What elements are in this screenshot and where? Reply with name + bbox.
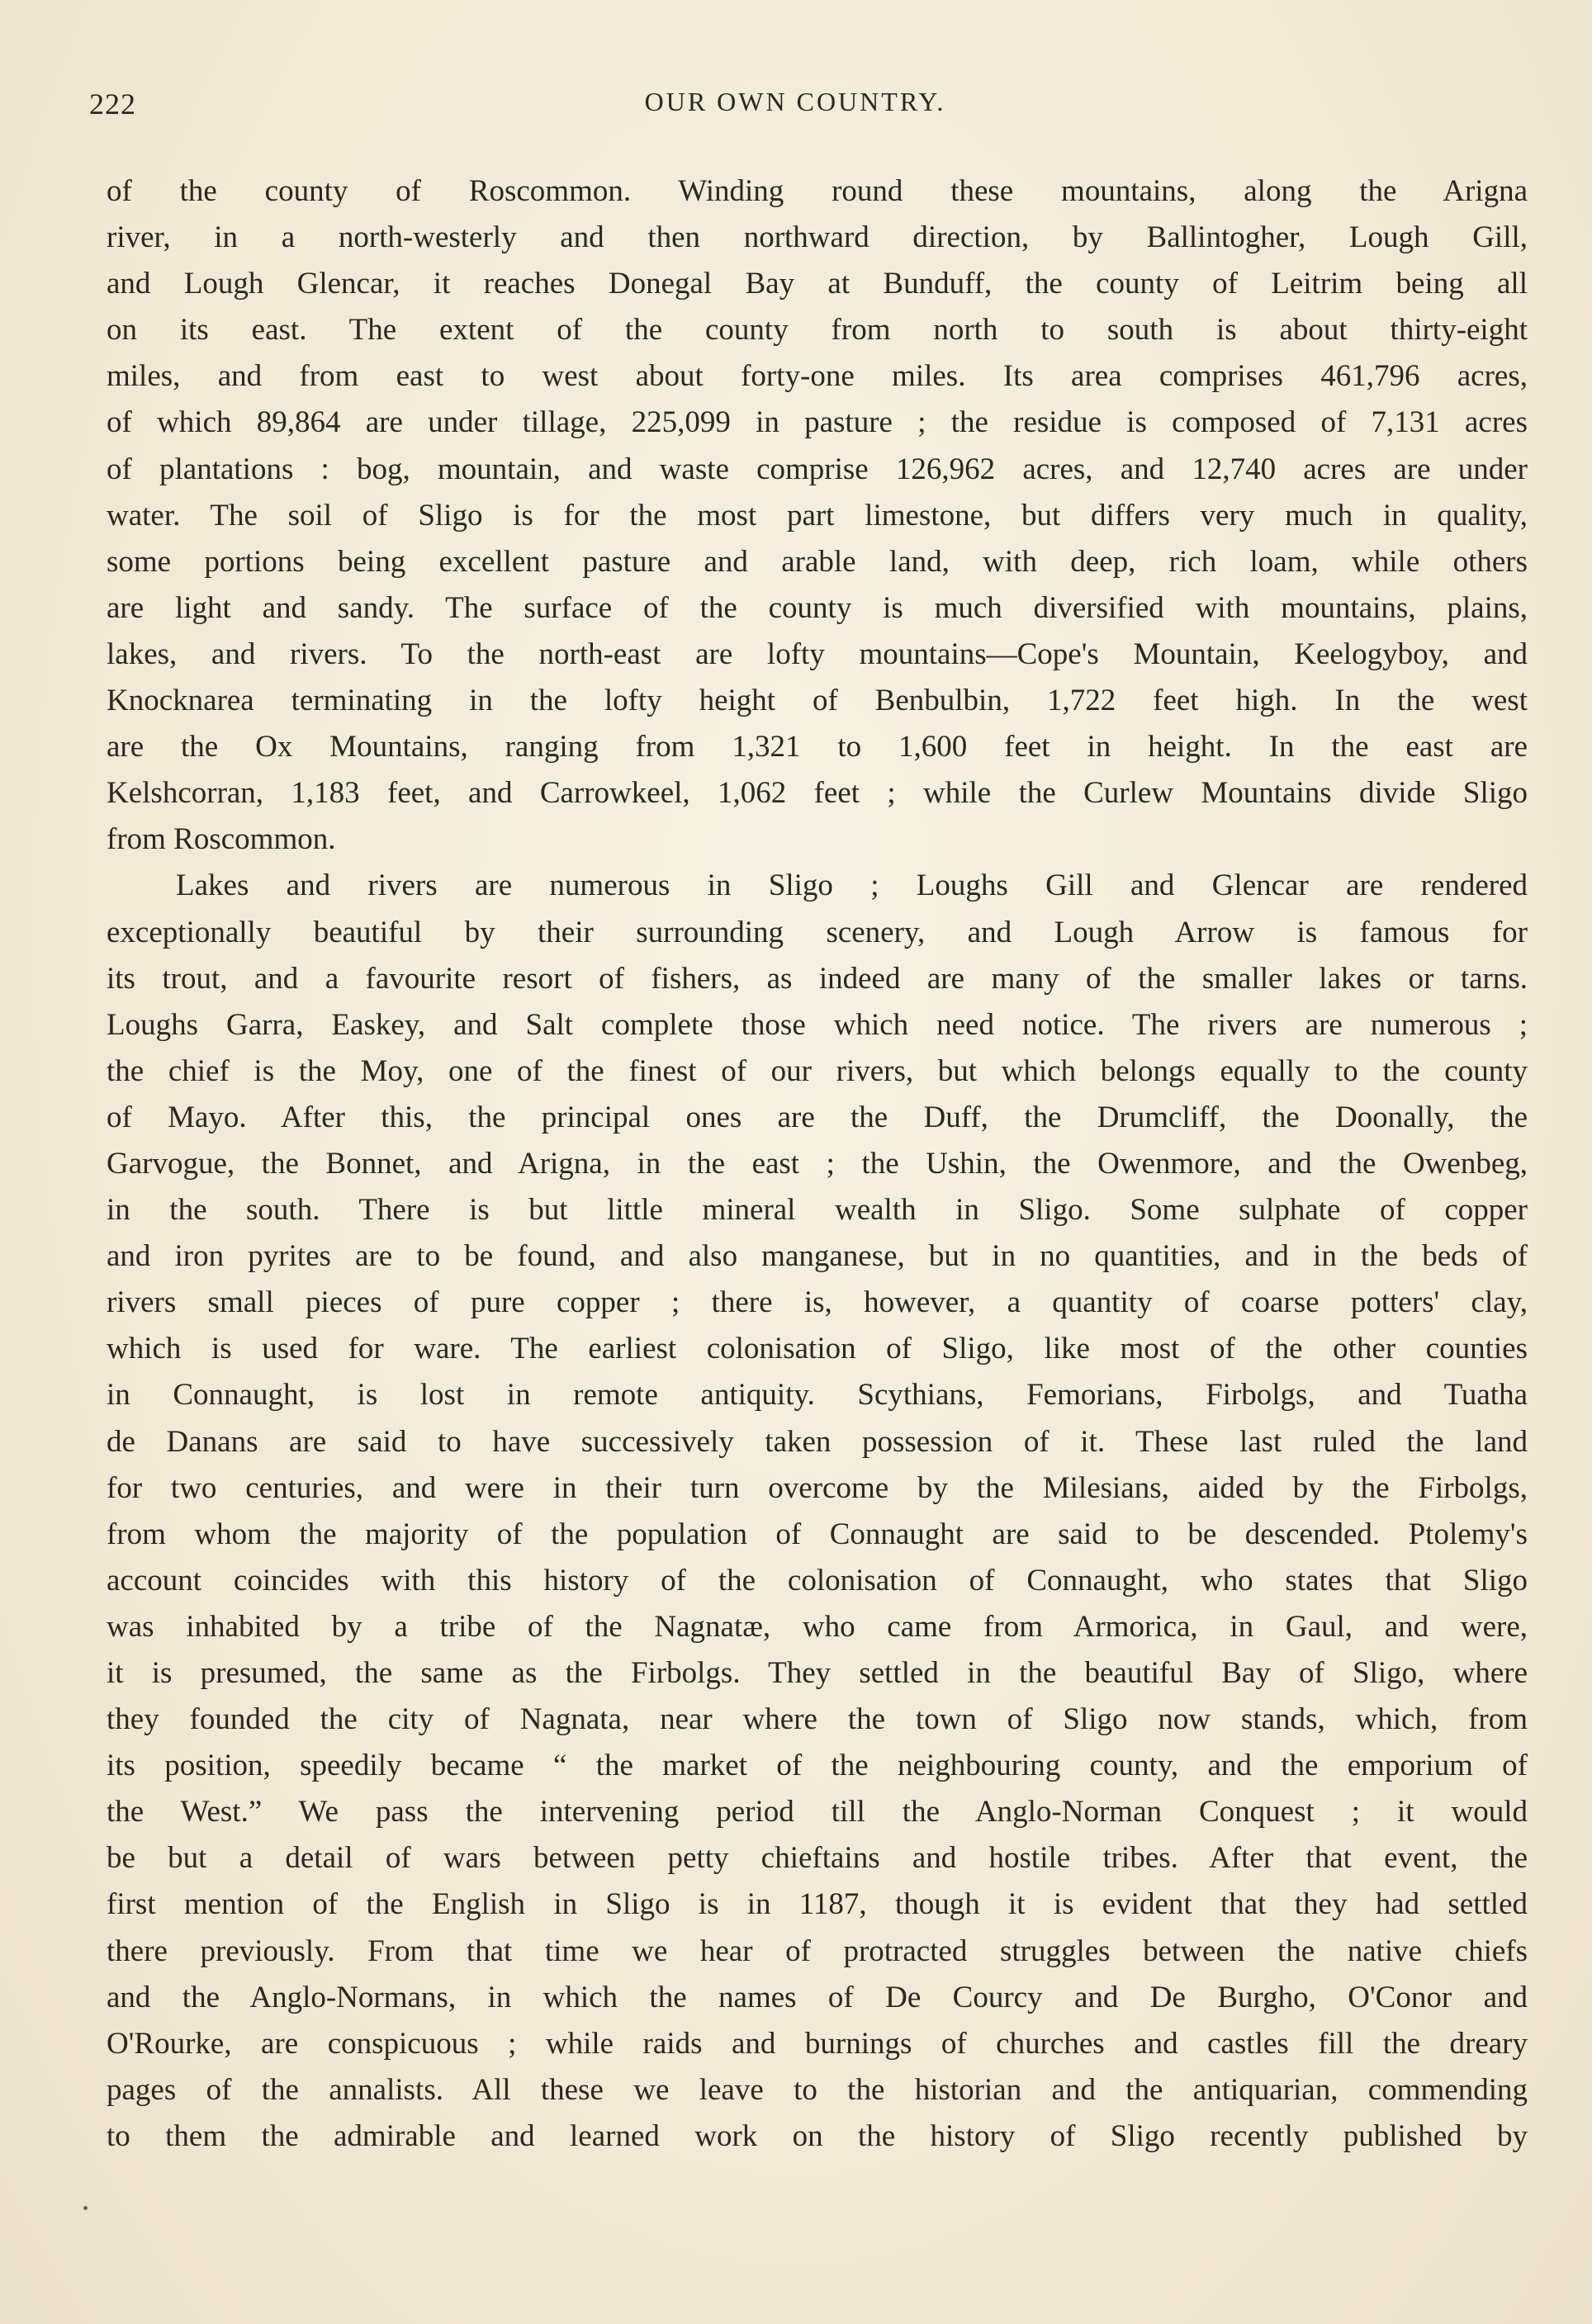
text-line: de Danans are said to have successively taken possession of it. These last ruled the land (107, 1424, 1528, 1459)
text-line: from Roscommon. (107, 822, 336, 857)
text-line: of Mayo. After this, the principal ones are the Duff, the Drumcliff, the Doonally, the (107, 1100, 1528, 1134)
text-line: some portions being excellent pasture and arable land, with deep, rich loam, while others (107, 544, 1528, 579)
text-line: its position, speedily became “ the market of the neighbouring county, and the emporium of (107, 1749, 1528, 1783)
margin-mark (83, 2206, 88, 2210)
text-line: in Connaught, is lost in remote antiquity. Scythians, Femorians, Firbolgs, and Tuatha (107, 1378, 1528, 1413)
text-line: was inhabited by a tribe of the Nagnatæ, who came from Armorica, in Gaul, and were, (107, 1609, 1528, 1644)
text-line: Loughs Garra, Easkey, and Salt complete those which need notice. The rivers are numerous ; (107, 1007, 1528, 1042)
page-header (89, 87, 1501, 126)
text-line: on its east. The extent of the county from north to south is about thirty-eight (107, 313, 1528, 348)
text-line: are light and sandy. The surface of the county is much diversified with mountains, plains, (107, 590, 1528, 625)
text-line: river, in a north-westerly and then northward direction, by Ballintogher, Lough Gill, (107, 220, 1528, 255)
text-line: which is used for ware. The earliest colonisation of Sligo, like most of the other counties (107, 1332, 1528, 1366)
text-line: miles, and from east to west about forty-one miles. Its area comprises 461,796 acres, (107, 359, 1528, 394)
paragraph-1 (107, 168, 1528, 863)
text-line: from whom the majority of the population of Connaught are said to be descended. Ptolemy's (107, 1517, 1528, 1551)
text-line: and the Anglo-Normans, in which the names of De Courcy and De Burgho, O'Conor and (107, 1980, 1528, 2014)
text-line: be but a detail of wars between petty chieftains and hostile tribes. After that event, the (107, 1841, 1528, 1876)
text-line: the West.” We pass the intervening period till the Anglo-Norman Conquest ; it would (107, 1795, 1528, 1829)
text-line: of the county of Roscommon. Winding round these mountains, along the Arigna (107, 174, 1528, 208)
text-line: Lakes and rivers are numerous in Sligo ; Loughs Gill and Glencar are rendered (176, 869, 1528, 903)
text-line: of plantations : bog, mountain, and waste comprise 126,962 acres, and 12,740 acres are under (107, 452, 1528, 486)
text-line: its trout, and a favourite resort of fishers, as indeed are many of the smaller lakes or tarns. (107, 961, 1528, 996)
text-line: Garvogue, the Bonnet, and Arigna, in the east ; the Ushin, the Owenmore, and the Owenbeg, (107, 1146, 1528, 1181)
page-number: 222 (89, 88, 136, 121)
text-line: water. The soil of Sligo is for the most part limestone, but differs very much in quality, (107, 498, 1528, 532)
text-line: account coincides with this history of the colonisation of Connaught, who states that Sligo (107, 1563, 1528, 1597)
text-line: Knocknarea terminating in the lofty height of Benbulbin, 1,722 feet high. In the west (107, 684, 1528, 718)
text-line: O'Rourke, are conspicuous ; while raids and burnings of churches and castles fill the dreary (107, 2026, 1528, 2061)
running-title: OUR OWN COUNTRY. (644, 87, 946, 116)
text-line: they founded the city of Nagnata, near where the town of Sligo now stands, which, from (107, 1702, 1528, 1737)
text-line: pages of the annalists. All these we leave to the historian and the antiquarian, commending (107, 2072, 1528, 2107)
text-line: the chief is the Moy, one of the finest of our rivers, but which belongs equally to the county (107, 1053, 1528, 1088)
text-line: it is presumed, the same as the Firbolgs. They settled in the beautiful Bay of Sligo, where (107, 1656, 1528, 1690)
text-line: in the south. There is but little mineral wealth in Sligo. Some sulphate of copper (107, 1193, 1528, 1228)
text-line: lakes, and rivers. To the north-east are lofty mountains—Cope's Mountain, Keelogyboy, and (107, 637, 1528, 671)
body-text (107, 168, 1528, 2160)
text-line: for two centuries, and were in their turn overcome by the Milesians, aided by the Firbolgs, (107, 1470, 1528, 1505)
text-line: of which 89,864 are under tillage, 225,099 in pasture ; the residue is composed of 7,131 acres (107, 405, 1528, 440)
paragraph-2 (107, 863, 1528, 2160)
text-line: and iron pyrites are to be found, and also manganese, but in no quantities, and in the beds of (107, 1239, 1528, 1274)
text-line: are the Ox Mountains, ranging from 1,321 to 1,600 feet in height. In the east are (107, 730, 1528, 764)
text-line: Kelshcorran, 1,183 feet, and Carrowkeel, 1,062 feet ; while the Curlew Mountains divide Sligo (107, 776, 1528, 811)
text-line: and Lough Glencar, it reaches Donegal Bay at Bunduff, the county of Leitrim being all (107, 267, 1528, 301)
text-line: to them the admirable and learned work on the history of Sligo recently published by (107, 2118, 1528, 2153)
text-line: rivers small pieces of pure copper ; there is, however, a quantity of coarse potters' clay, (107, 1285, 1528, 1320)
text-line: first mention of the English in Sligo is in 1187, though it is evident that they had settled (107, 1887, 1528, 1922)
text-line: exceptionally beautiful by their surrounding scenery, and Lough Arrow is famous for (107, 915, 1528, 949)
text-line: there previously. From that time we hear of protracted struggles between the native chiefs (107, 1934, 1528, 1968)
